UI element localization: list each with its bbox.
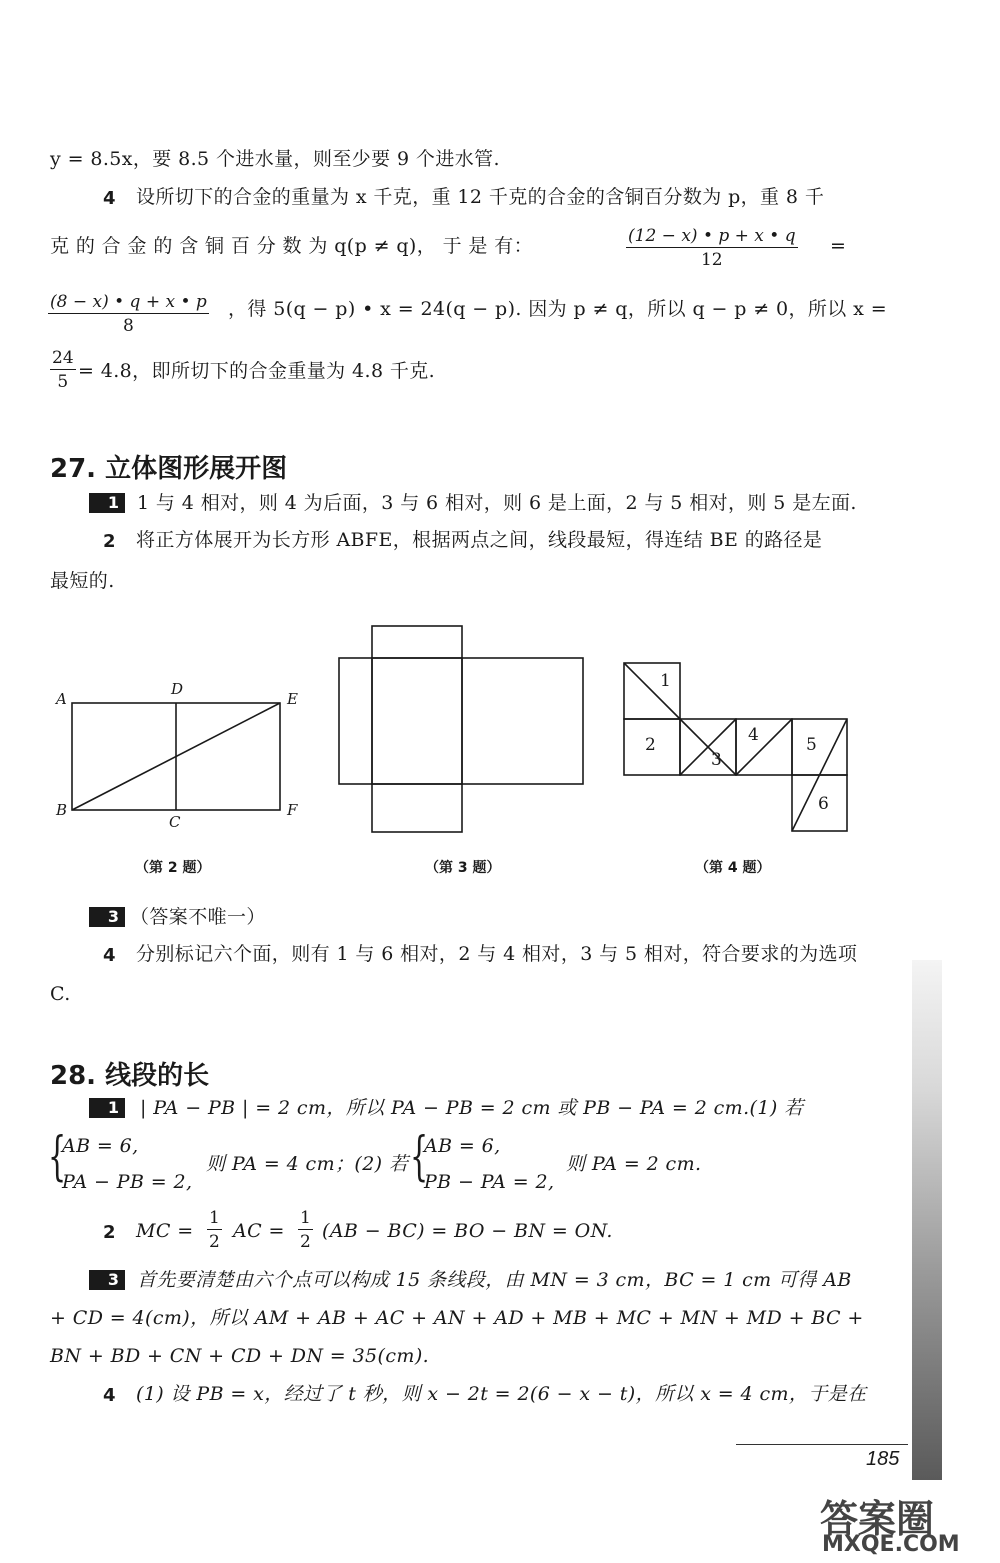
fig3-rect-top (372, 626, 462, 658)
system-line: AB = 6, (424, 1135, 501, 1157)
face-label-6: 6 (818, 794, 830, 814)
item-number: 2 (103, 531, 116, 552)
text-line: = 4.8，即所切下的合金重量为 4.8 千克. (78, 360, 436, 382)
left-brace: { (48, 1127, 67, 1187)
face-label-1: 1 (660, 671, 672, 691)
fraction (50, 348, 76, 392)
section-title: 28. 线段的长 (50, 1061, 210, 1091)
page-number: 185 (866, 1448, 900, 1470)
fraction-denominator: 12 (700, 250, 723, 270)
footer-rule (736, 1444, 908, 1445)
text-line: 则 PA = 4 cm；(2) 若 (206, 1153, 409, 1175)
fig4-square-5 (792, 719, 847, 775)
figure-caption: （第 4 题） (695, 860, 771, 876)
watermark-url: MXQE.COM (822, 1532, 960, 1557)
question-badge: 1 (89, 493, 125, 513)
section-title: 27. 立体图形展开图 (50, 454, 288, 484)
fig3-rect-bottom (372, 784, 462, 832)
figure-caption: （第 3 题） (425, 860, 501, 876)
text-line: 克 的 合 金 的 含 铜 百 分 数 为 q(p ≠ q)， 于 是 有： (50, 235, 534, 257)
label-d: D (171, 680, 184, 698)
fraction (48, 292, 209, 336)
text-line: 则 PA = 2 cm. (566, 1153, 702, 1175)
item-number: 4 (103, 945, 116, 966)
text-line: (1) 设 PB = x，经过了 t 秒，则 x − 2t = 2(6 − x − t)，所以 x = 4 cm，于是在 (136, 1383, 867, 1405)
system-line: PB − PA = 2, (424, 1171, 555, 1193)
text-line: ，得 5(q − p) • x = 24(q − p). 因为 p ≠ q，所以 q − p ≠ 0，所以 x = (228, 298, 888, 320)
left-brace: { (410, 1127, 429, 1187)
fraction-half: $\frac{1}{2}$ (209, 1208, 220, 1252)
figure-caption: （第 2 题） (135, 860, 211, 876)
face-label-3: 3 (711, 750, 723, 770)
text-line: 最短的. (50, 570, 115, 592)
text-line: C. (50, 983, 71, 1005)
item-number: 4 (103, 1385, 116, 1406)
fraction (626, 226, 798, 270)
fraction-numerator: (12 − x) • p + x • q (628, 226, 796, 246)
figures-svg (0, 600, 900, 890)
face-label-4: 4 (748, 725, 760, 745)
text-line: 设所切下的合金的重量为 x 千克，重 12 千克的合金的含铜百分数为 p，重 8 千 (136, 186, 825, 208)
text-line: MC = (136, 1220, 194, 1242)
label-a: A (56, 690, 68, 708)
fraction-denominator: 5 (57, 372, 69, 392)
text-line: 首先要清楚由六个点可以构成 15 条线段，由 MN = 3 cm，BC = 1 cm 可得 AB (137, 1269, 852, 1291)
text-line: AC = (233, 1220, 285, 1242)
label-b: B (56, 801, 68, 819)
fig3-rect-left (339, 658, 372, 784)
equals-sign: = (830, 235, 847, 257)
face-label-5: 5 (806, 735, 818, 755)
text-line: BN + BD + CN + CD + DN = 35(cm). (50, 1345, 430, 1367)
text-line: (AB − BC) = BO − BN = ON. (322, 1220, 613, 1242)
page-edge-tab (912, 960, 942, 1480)
item-number: 2 (103, 1222, 116, 1243)
question-badge: 3 (89, 907, 125, 927)
label-c: C (169, 813, 181, 831)
fig3-rect-right (462, 658, 583, 784)
fig3-rect-center (372, 658, 462, 784)
text-line: | PA − PB | = 2 cm，所以 PA − PB = 2 cm 或 PB − PA = 2 cm.(1) 若 (140, 1097, 804, 1119)
text-line: 1 与 4 相对，则 4 为后面，3 与 6 相对，则 6 是上面，2 与 5 相对，则 5 是左面. (137, 492, 857, 514)
text-line: （答案不唯一） (130, 906, 266, 928)
system-line: PA − PB = 2, (62, 1171, 193, 1193)
fraction-denominator: 8 (122, 316, 134, 336)
fraction-numerator: (8 − x) • q + x • p (50, 292, 207, 312)
fraction-numerator: 24 (52, 348, 74, 368)
system-line: AB = 6, (62, 1135, 139, 1157)
item-number: 4 (103, 188, 116, 209)
face-label-2: 2 (645, 735, 657, 755)
text-line: + CD = 4(cm)，所以 AM + AB + AC + AN + AD + MB + MC + MN + MD + BC + (50, 1307, 864, 1329)
text-line: 分别标记六个面，则有 1 与 6 相对，2 与 4 相对，3 与 5 相对，符合要求的为选项 (136, 943, 858, 965)
fraction-half: $\frac{1}{2}$ (300, 1208, 311, 1252)
text-line: 将正方体展开为长方形 ABFE，根据两点之间，线段最短，得连结 BE 的路径是 (136, 529, 823, 551)
label-f: F (287, 801, 298, 819)
question-badge: 1 (89, 1098, 125, 1118)
label-e: E (287, 690, 299, 708)
question-badge: 3 (89, 1270, 125, 1290)
text-line: y = 8.5x，要 8.5 个进水量，则至少要 9 个进水管. (50, 148, 500, 170)
watermark-logo: 答案圈 (820, 1497, 935, 1541)
